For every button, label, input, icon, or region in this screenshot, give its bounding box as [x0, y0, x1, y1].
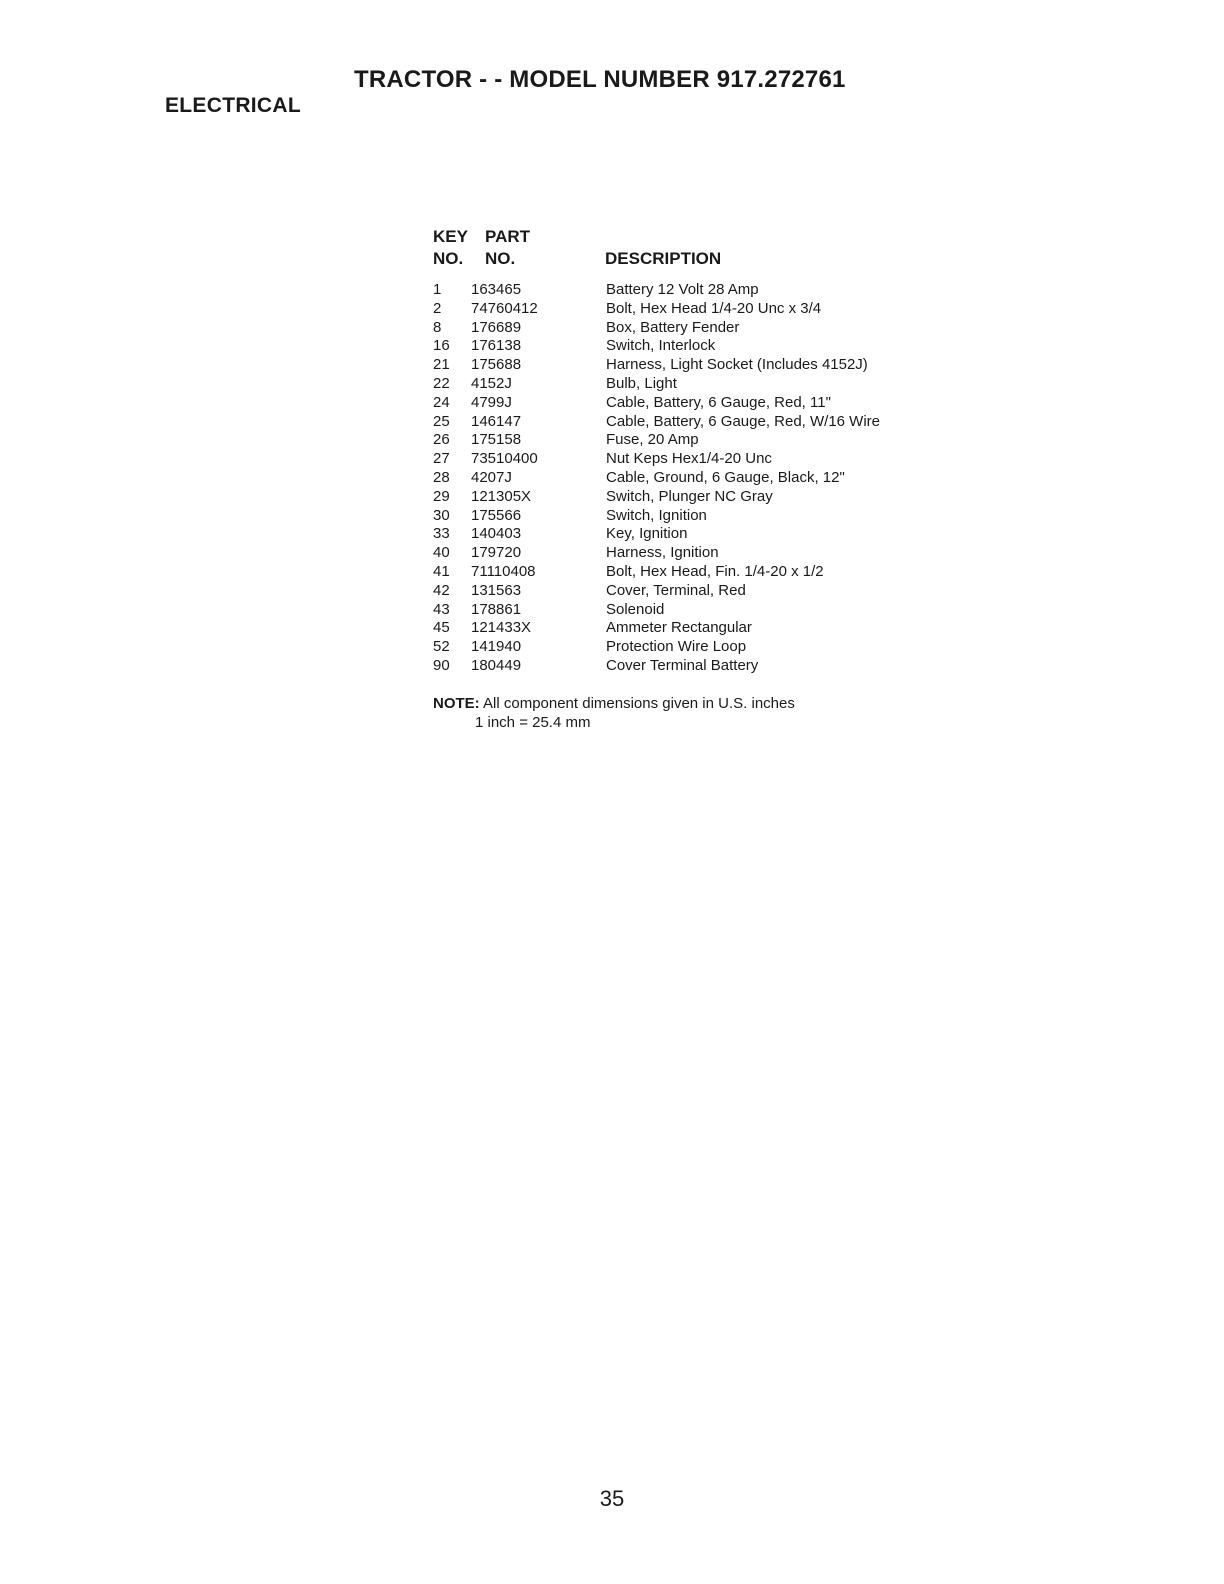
description-cell: Battery 12 Volt 28 Amp: [606, 281, 759, 298]
table-row: [433, 337, 993, 356]
part-no-cell: 121305X: [471, 487, 532, 505]
key-no-cell: 16: [433, 337, 450, 355]
table-row: [433, 563, 993, 582]
part-no-cell: 71110408: [471, 562, 536, 580]
part-no-cell: 176689: [471, 318, 522, 336]
key-no-cell: 40: [433, 544, 450, 562]
description-cell: Harness, Ignition: [606, 544, 719, 562]
table-row: [433, 488, 993, 507]
table-row: [433, 319, 993, 338]
key-no-cell: 42: [433, 581, 450, 599]
description-cell: Solenoid: [606, 600, 665, 618]
key-no-cell: 25: [433, 412, 450, 430]
table-row: [433, 450, 993, 469]
description-cell: Harness, Light Socket (Includes 4152J): [606, 356, 868, 374]
key-no-cell: 52: [433, 638, 450, 656]
description-cell: Key, Ignition: [606, 525, 688, 543]
description-cell: Bolt, Hex Head, Fin. 1/4-20 x 1/2: [606, 562, 824, 580]
description-cell: Protection Wire Loop: [606, 638, 747, 656]
note-label: NOTE:: [433, 695, 480, 712]
key-no-cell: 22: [433, 374, 450, 392]
table-row: [433, 394, 993, 413]
section-heading: ELECTRICAL: [165, 94, 301, 117]
part-no-cell: 175158: [471, 431, 522, 449]
key-no-cell: 2: [433, 299, 442, 317]
part-no-cell: 175566: [471, 506, 522, 524]
description-cell: Ammeter Rectangular: [606, 619, 752, 637]
key-no-cell: 90: [433, 656, 450, 674]
table-row: [433, 356, 993, 375]
key-no-cell: 41: [433, 562, 450, 580]
parts-table-header: [433, 227, 993, 273]
part-no-cell: 73510400: [471, 450, 538, 468]
table-row: [433, 525, 993, 544]
description-cell: Switch, Plunger NC Gray: [606, 487, 773, 505]
table-row: [433, 375, 993, 394]
part-no-cell: 74760412: [471, 299, 538, 317]
table-row: [433, 601, 993, 620]
table-row: [433, 431, 993, 450]
parts-table-body: [433, 281, 993, 676]
description-cell: Cable, Battery, 6 Gauge, Red, 11": [606, 393, 831, 411]
description-cell: Cover Terminal Battery: [606, 656, 759, 674]
part-no-cell: 4799J: [471, 393, 512, 411]
note-text: All component dimensions given in U.S. inches: [483, 695, 795, 712]
table-row: [433, 544, 993, 563]
part-no-cell: 141940: [471, 638, 522, 656]
part-no-cell: 131563: [471, 581, 522, 599]
note: [433, 694, 795, 732]
description-cell: Bulb, Light: [606, 374, 677, 392]
parts-list: [433, 227, 993, 676]
part-no-cell: 176138: [471, 337, 522, 355]
part-no-cell: 180449: [471, 656, 522, 674]
note-line1: [433, 694, 795, 713]
key-no-cell: 26: [433, 431, 450, 449]
description-cell: Cable, Battery, 6 Gauge, Red, W/16 Wire: [606, 412, 881, 430]
table-row: [433, 619, 993, 638]
key-no-cell: 8: [433, 318, 442, 336]
key-header-line1: KEY: [433, 227, 468, 246]
key-no-cell: 24: [433, 393, 450, 411]
description-cell: Fuse, 20 Amp: [606, 431, 699, 449]
description-cell: Cable, Ground, 6 Gauge, Black, 12": [606, 468, 845, 486]
part-header-line1: PART: [485, 227, 531, 246]
description-cell: Nut Keps Hex1/4-20 Unc: [606, 450, 772, 468]
description-cell: Cover, Terminal, Red: [606, 581, 746, 599]
note-line2: 1 inch = 25.4 mm: [475, 714, 591, 731]
table-row: [433, 638, 993, 657]
description-cell: Bolt, Hex Head 1/4-20 Unc x 3/4: [606, 299, 822, 317]
description-cell: Switch, Ignition: [606, 506, 707, 524]
table-row: [433, 300, 993, 319]
key-no-cell: 28: [433, 468, 450, 486]
key-no-cell: 1: [433, 281, 442, 298]
description-cell: Box, Battery Fender: [606, 318, 740, 336]
key-no-cell: 43: [433, 600, 450, 618]
part-no-cell: 4152J: [471, 374, 512, 392]
part-no-cell: 146147: [471, 412, 522, 430]
table-row: [433, 582, 993, 601]
key-header-line2: NO.: [433, 249, 464, 268]
part-no-cell: 140403: [471, 525, 522, 543]
part-no-cell: 163465: [471, 281, 522, 298]
part-no-cell: 179720: [471, 544, 522, 562]
page-title: TRACTOR - - MODEL NUMBER 917.272761: [354, 66, 846, 93]
table-row: [433, 507, 993, 526]
description-cell: Switch, Interlock: [606, 337, 716, 355]
part-no-cell: 175688: [471, 356, 522, 374]
key-no-cell: 45: [433, 619, 450, 637]
part-header-line2: NO.: [485, 249, 516, 268]
table-row: [433, 413, 993, 432]
key-no-cell: 30: [433, 506, 450, 524]
table-row: [433, 657, 993, 676]
part-no-cell: 178861: [471, 600, 522, 618]
page-number: 35: [599, 1486, 625, 1511]
key-no-cell: 27: [433, 450, 450, 468]
part-no-cell: 121433X: [471, 619, 532, 637]
key-no-cell: 29: [433, 487, 450, 505]
table-row: [433, 281, 993, 300]
key-no-cell: 21: [433, 356, 450, 374]
description-header: DESCRIPTION: [605, 249, 722, 268]
key-no-cell: 33: [433, 525, 450, 543]
part-no-cell: 4207J: [471, 468, 512, 486]
table-row: [433, 469, 993, 488]
